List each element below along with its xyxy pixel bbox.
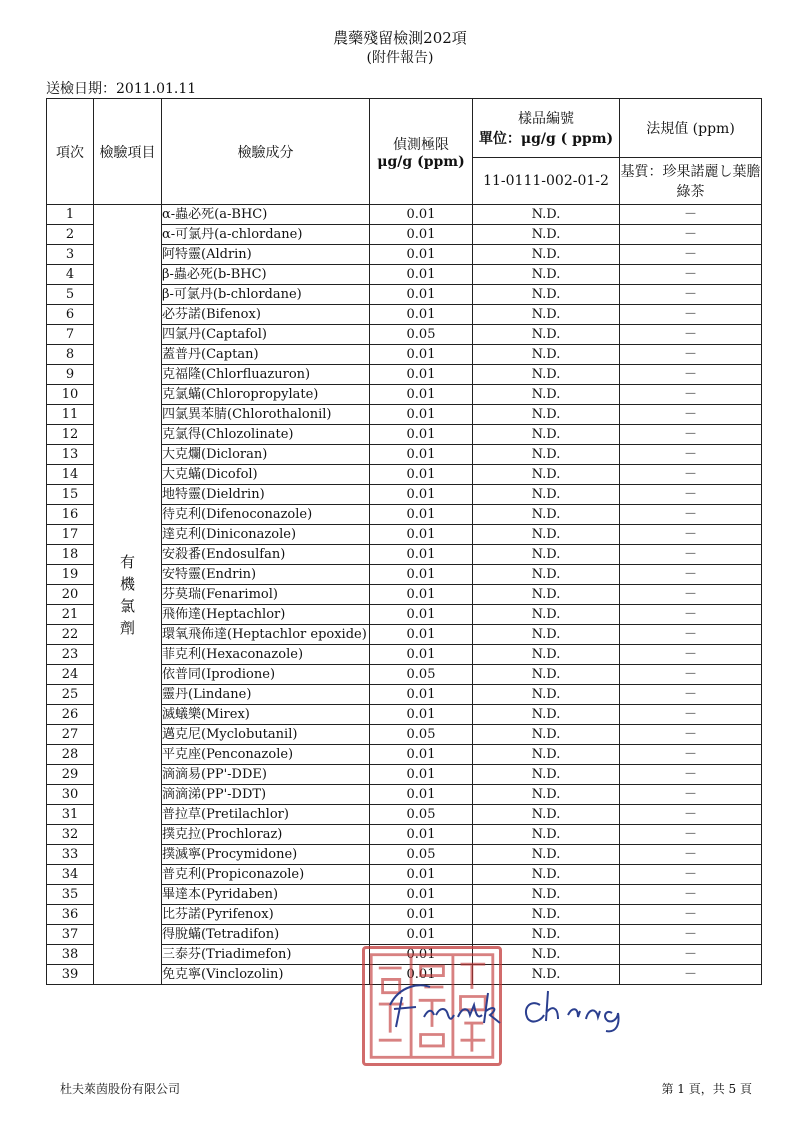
- regulation-value: －: [620, 305, 762, 325]
- test-result: N.D.: [473, 285, 620, 305]
- component-name: 達克利(Diniconazole): [162, 525, 370, 545]
- detection-limit: 0.01: [370, 885, 473, 905]
- regulation-value: －: [620, 365, 762, 385]
- regulation-value: －: [620, 825, 762, 845]
- col-header-regulation: 法規值 (ppm): [620, 99, 762, 158]
- table-body: [47, 205, 762, 985]
- row-number: 3: [47, 245, 94, 265]
- row-number: 15: [47, 485, 94, 505]
- regulation-value: －: [620, 625, 762, 645]
- regulation-value: －: [620, 545, 762, 565]
- test-result: N.D.: [473, 505, 620, 525]
- row-number: 31: [47, 805, 94, 825]
- detection-limit: 0.01: [370, 365, 473, 385]
- col-header-no: 項次: [47, 99, 94, 205]
- regulation-value: －: [620, 845, 762, 865]
- detection-limit: 0.01: [370, 905, 473, 925]
- row-number: 12: [47, 425, 94, 445]
- regulation-value: －: [620, 465, 762, 485]
- component-name: 滅蟻樂(Mirex): [162, 705, 370, 725]
- component-name: 阿特靈(Aldrin): [162, 245, 370, 265]
- component-name: 邁克尼(Myclobutanil): [162, 725, 370, 745]
- test-result: N.D.: [473, 405, 620, 425]
- test-result: N.D.: [473, 865, 620, 885]
- col-header-limit: [370, 99, 473, 205]
- regulation-value: －: [620, 585, 762, 605]
- component-name: 得脫蟎(Tetradifon): [162, 925, 370, 945]
- regulation-value: －: [620, 425, 762, 445]
- regulation-value: －: [620, 925, 762, 945]
- regulation-value: －: [620, 265, 762, 285]
- test-result: N.D.: [473, 665, 620, 685]
- row-number: 38: [47, 945, 94, 965]
- test-result: N.D.: [473, 965, 620, 985]
- test-result: N.D.: [473, 225, 620, 245]
- row-number: 24: [47, 665, 94, 685]
- regulation-value: －: [620, 245, 762, 265]
- col-header-sample-line1: 樣品編號: [518, 111, 574, 127]
- detection-limit: 0.01: [370, 965, 473, 985]
- row-number: 33: [47, 845, 94, 865]
- row-number: 37: [47, 925, 94, 945]
- results-table: [46, 98, 762, 985]
- row-number: 1: [47, 205, 94, 225]
- regulation-value: －: [620, 685, 762, 705]
- component-name: 平克座(Penconazole): [162, 745, 370, 765]
- test-result: N.D.: [473, 745, 620, 765]
- component-name: 普拉草(Pretilachlor): [162, 805, 370, 825]
- detection-limit: 0.01: [370, 465, 473, 485]
- detection-limit: 0.01: [370, 205, 473, 225]
- detection-limit: 0.01: [370, 265, 473, 285]
- detection-limit: 0.01: [370, 445, 473, 465]
- detection-limit: 0.01: [370, 245, 473, 265]
- row-number: 36: [47, 905, 94, 925]
- component-name: β-可氯丹(b-chlordane): [162, 285, 370, 305]
- detection-limit: 0.01: [370, 505, 473, 525]
- row-number: 7: [47, 325, 94, 345]
- detection-limit: 0.01: [370, 765, 473, 785]
- test-result: N.D.: [473, 305, 620, 325]
- component-name: 芬莫瑞(Fenarimol): [162, 585, 370, 605]
- detection-limit: 0.01: [370, 385, 473, 405]
- test-result: N.D.: [473, 445, 620, 465]
- component-name: 四氯異苯腈(Chlorothalonil): [162, 405, 370, 425]
- detection-limit: 0.05: [370, 325, 473, 345]
- component-name: β-蟲必死(b-BHC): [162, 265, 370, 285]
- row-number: 10: [47, 385, 94, 405]
- regulation-value: －: [620, 905, 762, 925]
- regulation-value: －: [620, 345, 762, 365]
- report-subtitle: (附件報告): [366, 50, 434, 66]
- regulation-value: －: [620, 805, 762, 825]
- regulation-value: －: [620, 325, 762, 345]
- footer-company: 杜夫萊茵股份有限公司: [60, 1082, 181, 1096]
- test-result: N.D.: [473, 785, 620, 805]
- row-number: 23: [47, 645, 94, 665]
- col-header-sample: [473, 99, 620, 158]
- component-name: 普克利(Propiconazole): [162, 865, 370, 885]
- detection-limit: 0.01: [370, 525, 473, 545]
- component-name: 蓋普丹(Captan): [162, 345, 370, 365]
- detection-limit: 0.01: [370, 545, 473, 565]
- detection-limit: 0.01: [370, 705, 473, 725]
- test-result: N.D.: [473, 825, 620, 845]
- row-number: 9: [47, 365, 94, 385]
- component-name: 三泰芬(Triadimefon): [162, 945, 370, 965]
- col-header-limit-line2: μg/g (ppm): [377, 153, 465, 170]
- component-name: 滴滴易(PP'-DDE): [162, 765, 370, 785]
- regulation-value: －: [620, 565, 762, 585]
- category-label: 有機氯劑: [119, 552, 135, 637]
- regulation-value: －: [620, 785, 762, 805]
- test-result: N.D.: [473, 645, 620, 665]
- row-number: 27: [47, 725, 94, 745]
- row-number: 13: [47, 445, 94, 465]
- row-number: 11: [47, 405, 94, 425]
- component-name: 必芬諾(Bifenox): [162, 305, 370, 325]
- detection-limit: 0.01: [370, 585, 473, 605]
- detection-limit: 0.01: [370, 225, 473, 245]
- detection-limit: 0.05: [370, 725, 473, 745]
- test-result: N.D.: [473, 685, 620, 705]
- detection-limit: 0.01: [370, 945, 473, 965]
- test-result: N.D.: [473, 385, 620, 405]
- table-row: [47, 205, 762, 225]
- detection-limit: 0.01: [370, 645, 473, 665]
- component-name: 地特靈(Dieldrin): [162, 485, 370, 505]
- component-name: 大克爛(Dicloran): [162, 445, 370, 465]
- row-number: 19: [47, 565, 94, 585]
- test-result: N.D.: [473, 905, 620, 925]
- row-number: 22: [47, 625, 94, 645]
- regulation-value: －: [620, 285, 762, 305]
- row-number: 2: [47, 225, 94, 245]
- regulation-value: －: [620, 445, 762, 465]
- detection-limit: 0.01: [370, 345, 473, 365]
- test-result: N.D.: [473, 245, 620, 265]
- test-result: N.D.: [473, 425, 620, 445]
- sample-matrix: 基質：珍果諾麗し葉膽綠茶: [620, 158, 762, 205]
- regulation-value: －: [620, 725, 762, 745]
- row-number: 17: [47, 525, 94, 545]
- regulation-value: －: [620, 665, 762, 685]
- test-result: N.D.: [473, 805, 620, 825]
- regulation-value: －: [620, 745, 762, 765]
- regulation-value: －: [620, 485, 762, 505]
- test-result: N.D.: [473, 545, 620, 565]
- category-cell: [94, 205, 162, 985]
- test-result: N.D.: [473, 885, 620, 905]
- detection-limit: 0.01: [370, 565, 473, 585]
- detection-limit: 0.01: [370, 785, 473, 805]
- col-header-category: 檢驗項目: [94, 99, 162, 205]
- detection-limit: 0.01: [370, 425, 473, 445]
- row-number: 20: [47, 585, 94, 605]
- regulation-value: －: [620, 645, 762, 665]
- component-name: 大克蟎(Dicofol): [162, 465, 370, 485]
- col-header-limit-line1: 偵測極限: [393, 136, 449, 153]
- component-name: 安殺番(Endosulfan): [162, 545, 370, 565]
- regulation-value: －: [620, 205, 762, 225]
- regulation-value: －: [620, 525, 762, 545]
- test-result: N.D.: [473, 605, 620, 625]
- test-result: N.D.: [473, 465, 620, 485]
- component-name: 免克寧(Vinclozolin): [162, 965, 370, 985]
- row-number: 14: [47, 465, 94, 485]
- regulation-value: －: [620, 865, 762, 885]
- regulation-value: －: [620, 705, 762, 725]
- row-number: 34: [47, 865, 94, 885]
- test-result: N.D.: [473, 845, 620, 865]
- detection-limit: 0.05: [370, 845, 473, 865]
- row-number: 8: [47, 345, 94, 365]
- row-number: 39: [47, 965, 94, 985]
- test-result: N.D.: [473, 265, 620, 285]
- regulation-value: －: [620, 765, 762, 785]
- test-result: N.D.: [473, 625, 620, 645]
- regulation-value: －: [620, 885, 762, 905]
- test-result: N.D.: [473, 525, 620, 545]
- row-number: 18: [47, 545, 94, 565]
- component-name: 依普同(Iprodione): [162, 665, 370, 685]
- detection-limit: 0.05: [370, 805, 473, 825]
- component-name: α-可氯丹(a-chlordane): [162, 225, 370, 245]
- test-result: N.D.: [473, 485, 620, 505]
- row-number: 4: [47, 265, 94, 285]
- component-name: 滴滴涕(PP'-DDT): [162, 785, 370, 805]
- component-name: 安特靈(Endrin): [162, 565, 370, 585]
- test-result: N.D.: [473, 925, 620, 945]
- row-number: 29: [47, 765, 94, 785]
- detection-limit: 0.01: [370, 285, 473, 305]
- row-number: 28: [47, 745, 94, 765]
- component-name: 克氯蟎(Chloropropylate): [162, 385, 370, 405]
- detection-limit: 0.01: [370, 405, 473, 425]
- regulation-value: －: [620, 945, 762, 965]
- row-number: 25: [47, 685, 94, 705]
- test-result: N.D.: [473, 325, 620, 345]
- submit-date: 送檢日期：2011.01.11: [46, 81, 197, 97]
- component-name: 比芬諾(Pyrifenox): [162, 905, 370, 925]
- footer-page-number: 第 1 頁，共 5 頁: [661, 1082, 752, 1096]
- detection-limit: 0.01: [370, 625, 473, 645]
- test-result: N.D.: [473, 705, 620, 725]
- row-number: 21: [47, 605, 94, 625]
- regulation-value: －: [620, 505, 762, 525]
- detection-limit: 0.01: [370, 925, 473, 945]
- test-result: N.D.: [473, 945, 620, 965]
- component-name: 飛佈達(Heptachlor): [162, 605, 370, 625]
- test-result: N.D.: [473, 205, 620, 225]
- detection-limit: 0.05: [370, 665, 473, 685]
- sample-id: 11-0111-002-01-2: [473, 158, 620, 205]
- component-name: 撲滅寧(Procymidone): [162, 845, 370, 865]
- component-name: 四氯丹(Captafol): [162, 325, 370, 345]
- regulation-value: －: [620, 225, 762, 245]
- row-number: 16: [47, 505, 94, 525]
- test-result: N.D.: [473, 365, 620, 385]
- test-result: N.D.: [473, 585, 620, 605]
- detection-limit: 0.01: [370, 825, 473, 845]
- component-name: 撲克拉(Prochloraz): [162, 825, 370, 845]
- detection-limit: 0.01: [370, 865, 473, 885]
- component-name: 克福隆(Chlorfluazuron): [162, 365, 370, 385]
- row-number: 32: [47, 825, 94, 845]
- test-result: N.D.: [473, 565, 620, 585]
- test-result: N.D.: [473, 765, 620, 785]
- component-name: α-蟲必死(a-BHC): [162, 205, 370, 225]
- detection-limit: 0.01: [370, 745, 473, 765]
- signature: [380, 975, 670, 1035]
- component-name: 畢達本(Pyridaben): [162, 885, 370, 905]
- regulation-value: －: [620, 405, 762, 425]
- regulation-value: －: [620, 605, 762, 625]
- col-header-component: 檢驗成分: [162, 99, 370, 205]
- row-number: 35: [47, 885, 94, 905]
- detection-limit: 0.01: [370, 605, 473, 625]
- test-result: N.D.: [473, 725, 620, 745]
- detection-limit: 0.01: [370, 305, 473, 325]
- regulation-value: －: [620, 965, 762, 985]
- regulation-value: －: [620, 385, 762, 405]
- component-name: 靈丹(Lindane): [162, 685, 370, 705]
- row-number: 6: [47, 305, 94, 325]
- component-name: 待克利(Difenoconazole): [162, 505, 370, 525]
- detection-limit: 0.01: [370, 685, 473, 705]
- report-title: 農藥殘留檢測202項: [333, 29, 467, 47]
- row-number: 30: [47, 785, 94, 805]
- component-name: 環氧飛佈達(Heptachlor epoxide): [162, 625, 370, 645]
- row-number: 26: [47, 705, 94, 725]
- detection-limit: 0.01: [370, 485, 473, 505]
- col-header-sample-line2: 單位：μg/g ( ppm): [478, 131, 614, 147]
- component-name: 菲克利(Hexaconazole): [162, 645, 370, 665]
- component-name: 克氯得(Chlozolinate): [162, 425, 370, 445]
- test-result: N.D.: [473, 345, 620, 365]
- row-number: 5: [47, 285, 94, 305]
